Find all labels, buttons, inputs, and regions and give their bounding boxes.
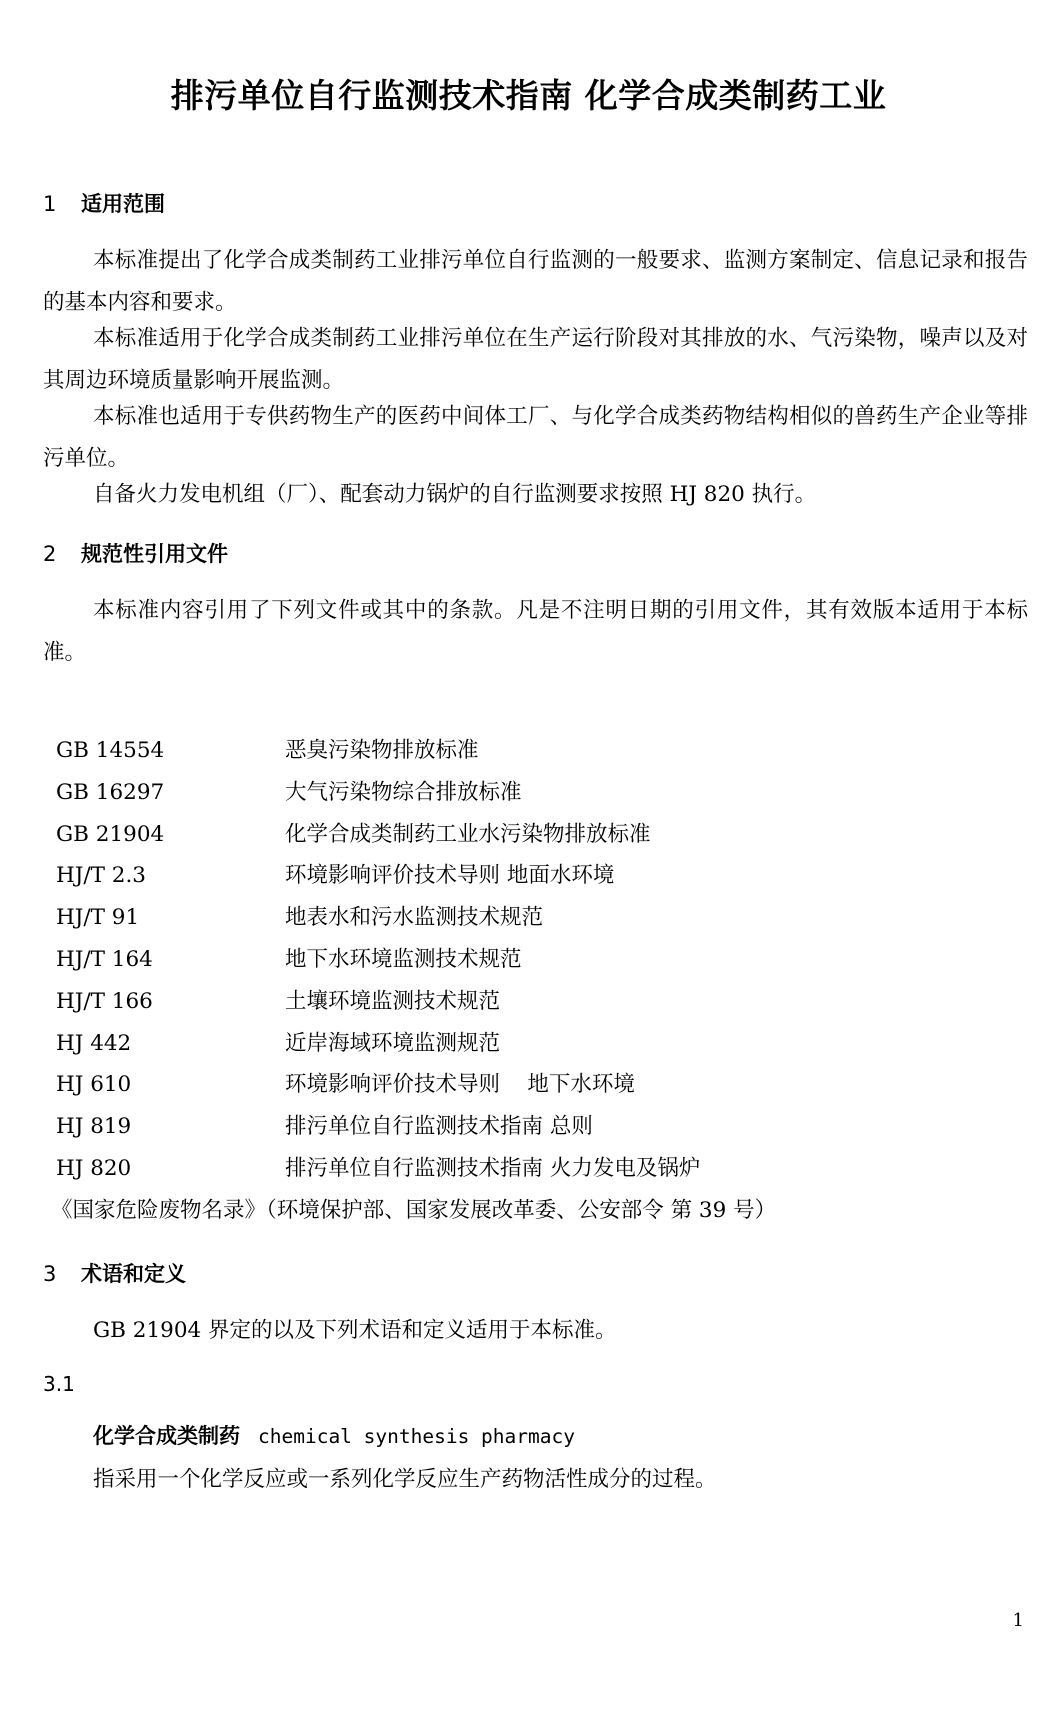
- reference-title: 排污单位自行监测技术指南 总则: [285, 1114, 593, 1140]
- section-title: 适用范围: [81, 192, 165, 216]
- reference-title: 排污单位自行监测技术指南 火力发电及锅炉: [285, 1155, 701, 1181]
- reference-code: HJ 820: [56, 1155, 132, 1181]
- reference-title: 地表水和污水监测技术规范: [285, 905, 544, 931]
- term-english: chemical synthesis pharmacy: [258, 1425, 575, 1448]
- term-definition: 指采用一个化学反应或一系列化学反应生产药物活性成分的过程。: [93, 1467, 717, 1492]
- reference-code: GB 21904: [56, 821, 165, 847]
- paragraph: 自备火力发电机组（厂）、配套动力锅炉的自行监测要求按照 HJ 820 执行。: [93, 482, 817, 507]
- paragraph: 本标准适用于化学合成类制药工业排污单位在生产运行阶段对其排放的水、气污染物，噪声以及对其周边环境质量影响开展监测。: [43, 326, 1028, 393]
- reference-title: 地下水环境监测技术规范: [285, 946, 522, 972]
- section-1-heading: [43, 188, 165, 218]
- reference-item: [43, 939, 1028, 981]
- section-3-heading: [43, 1258, 186, 1288]
- reference-code: HJ/T 2.3: [56, 863, 146, 889]
- reference-item: [43, 730, 1028, 772]
- reference-title: 化学合成类制药工业水污染物排放标准: [285, 821, 651, 847]
- reference-title: 大气污染物综合排放标准: [285, 779, 522, 805]
- section-number: 1: [43, 192, 57, 216]
- reference-code: HJ/T 164: [56, 946, 153, 972]
- paragraph: 本标准提出了化学合成类制药工业排污单位自行监测的一般要求、监测方案制定、信息记录和报告的基本内容和要求。: [43, 248, 1028, 315]
- subsection-number: 3.1: [43, 1372, 75, 1396]
- reference-item: [43, 981, 1028, 1023]
- reference-title: 环境影响评价技术导则 地面水环境: [285, 863, 615, 889]
- reference-item: [43, 814, 1028, 856]
- reference-code: GB 14554: [56, 738, 165, 763]
- reference-code: GB 16297: [56, 779, 165, 805]
- reference-code: HJ 442: [56, 1030, 132, 1056]
- reference-item: [43, 1064, 1028, 1106]
- reference-title: 环境影响评价技术导则 地下水环境: [285, 1072, 635, 1098]
- reference-code: HJ/T 166: [56, 988, 153, 1014]
- reference-item: [43, 772, 1028, 814]
- reference-item: [43, 1106, 1028, 1148]
- reference-item: [43, 897, 1028, 939]
- section-title: 术语和定义: [81, 1262, 186, 1286]
- reference-code: HJ/T 91: [56, 905, 140, 931]
- reference-item: [43, 1023, 1028, 1065]
- term-chinese: 化学合成类制药: [93, 1424, 240, 1448]
- term-entry: [93, 1420, 575, 1450]
- reference-item: [43, 855, 1028, 897]
- reference-item: [43, 1148, 1028, 1190]
- paragraph: GB 21904 界定的以及下列术语和定义适用于本标准。: [93, 1318, 617, 1343]
- paragraph: 本标准内容引用了下列文件或其中的条款。凡是不注明日期的引用文件，其有效版本适用于本标准。: [43, 598, 1028, 665]
- section-2-heading: [43, 538, 228, 568]
- section-number: 3: [43, 1262, 57, 1286]
- reference-title: 土壤环境监测技术规范: [285, 988, 501, 1014]
- section-title: 规范性引用文件: [81, 542, 228, 566]
- reference-list: [43, 730, 1028, 1232]
- page-number: 1: [1012, 1610, 1024, 1631]
- paragraph: 本标准也适用于专供药物生产的医药中间体工厂、与化学合成类药物结构相似的兽药生产企业等排污单位。: [43, 404, 1028, 471]
- reference-title: 近岸海域环境监测规范: [285, 1030, 501, 1056]
- reference-title: 恶臭污染物排放标准: [285, 738, 479, 763]
- reference-code: HJ 819: [56, 1114, 132, 1140]
- section-number: 2: [43, 542, 57, 566]
- reference-code: HJ 610: [56, 1072, 132, 1098]
- document-title: 排污单位自行监测技术指南 化学合成类制药工业: [170, 76, 887, 115]
- reference-note: 《国家危险废物名录》（环境保护部、国家发展改革委、公安部令 第 39 号）: [51, 1197, 777, 1223]
